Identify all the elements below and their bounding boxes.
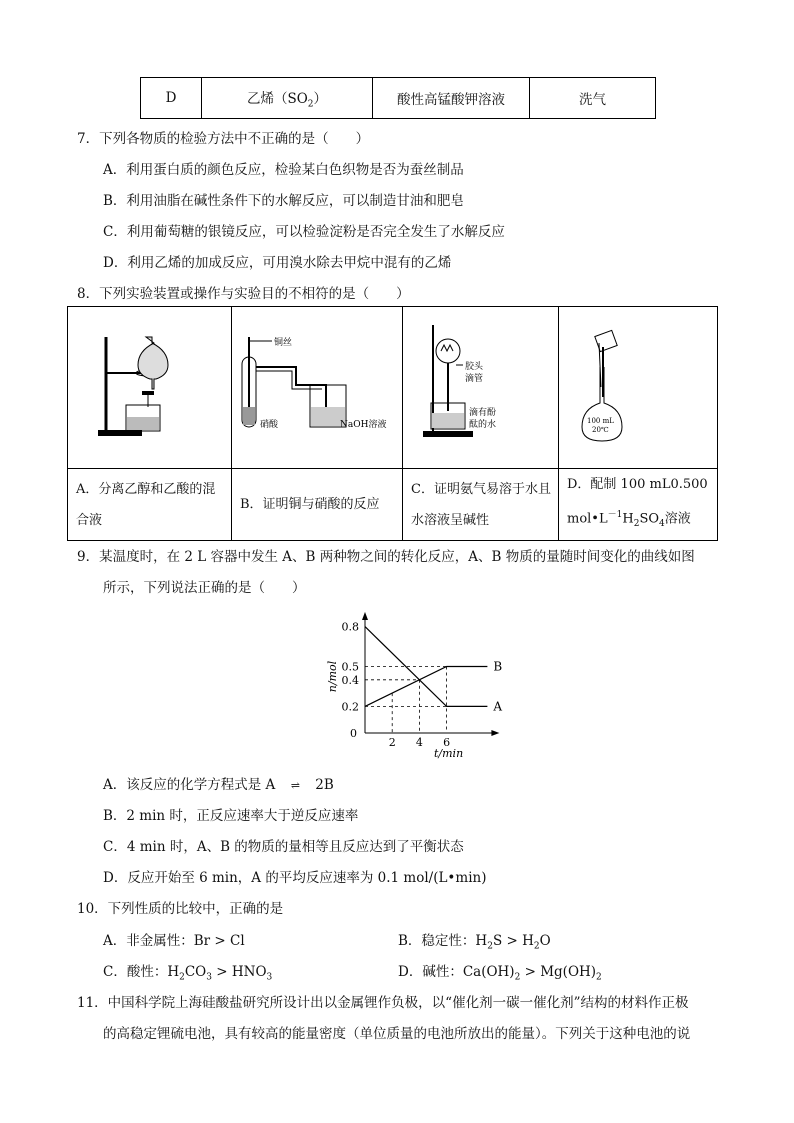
apparatus-d-cell xyxy=(559,307,718,469)
apparatus-b-cell xyxy=(232,307,403,469)
apparatus-c-cell xyxy=(403,307,559,469)
x-tick-label: 2 xyxy=(388,736,396,749)
label-dropper-1: 胶头 xyxy=(465,362,484,372)
substance-cell: 乙烯$(SO_2)$ xyxy=(202,78,373,119)
label-water-1: 滴有酚 xyxy=(469,408,497,418)
label-copper: 铜丝 xyxy=(274,338,293,348)
reagent-cell: 酸性高锰酸钾溶液 xyxy=(373,78,530,119)
q9-stem-line2: 所示，下列说法正确的是（ ） xyxy=(103,580,306,596)
q7-option-b: B．利用油脂在碱性条件下的水解反应，可以制造甘油和肥皂 xyxy=(103,193,464,209)
x-tick-label: 6 xyxy=(443,736,451,749)
series-label-b: B xyxy=(493,659,503,674)
ammonia-fountain-apparatus xyxy=(403,307,558,464)
copper-nitric-apparatus xyxy=(232,307,402,464)
label-dropper-2: 滴管 xyxy=(465,374,484,384)
q10-option-b: B．稳定性：$H_2S > H_2O$ xyxy=(398,933,551,952)
q8-option-d: D．配制 100 mL0.500 $mol•L^{-1}H_2SO_4$溶液 xyxy=(559,469,718,541)
q7-option-a: A．利用蛋白质的颜色反应，检验某白色织物是否为蚕丝制品 xyxy=(103,162,464,178)
label-flask-2: 20℃ xyxy=(592,426,609,434)
q7-stem: 7．下列各物质的检验方法中不正确的是（ ） xyxy=(77,131,370,147)
x-axis-label: t/min xyxy=(434,747,464,760)
q9-option-b: B．2 min 时，正反应速率大于逆反应速率 xyxy=(103,808,359,824)
separatory-funnel-apparatus xyxy=(68,307,231,464)
y-tick-label: 0.2 xyxy=(341,700,359,714)
x-tick-label: 4 xyxy=(415,736,423,749)
label-flask-1: 100 mL xyxy=(587,417,614,425)
q7-option-d: D．利用乙烯的加成反应，可用溴水除去甲烷中混有的乙烯 xyxy=(103,255,452,271)
row-label: D xyxy=(141,78,202,119)
q8-option-c: C．证明氨气易溶于水且水溶液呈碱性 xyxy=(403,469,559,541)
series-label-a: A xyxy=(493,699,503,714)
method-cell: 洗气 xyxy=(530,78,656,119)
y-axis-arrow xyxy=(362,612,368,620)
q11-line1: 11．中国科学院上海硅酸盐研究所设计出以金属锂作负极，以“催化剂一碳一催化剂”结构的材料作正极 xyxy=(77,995,689,1011)
apparatus-a-cell xyxy=(68,307,232,469)
q9-option-c: C．4 min 时，A、B 的物质的量相等且反应达到了平衡状态 xyxy=(103,839,464,855)
q9-stem-line1: 9．某温度时，在 2 L 容器中发生 A、B 两种物之间的转化反应，A、B 物质的量随时间变化的曲线如图 xyxy=(77,549,695,565)
q8-apparatus-table xyxy=(67,306,718,541)
answer-table-row-d xyxy=(140,77,656,119)
label-naoh: NaOH溶液 xyxy=(340,420,387,430)
q10-option-a: A．非金属性：Br > Cl xyxy=(103,933,245,949)
q11-line2: 的高稳定锂硫电池，具有较高的能量密度（单位质量的电池所放出的能量）。下列关于这种电池的说 xyxy=(103,1026,691,1042)
q10-stem: 10．下列性质的比较中，正确的是 xyxy=(77,901,284,917)
q8-option-b: B．证明铜与硝酸的反应 xyxy=(232,469,403,541)
q10-option-d: D．碱性：$Ca(OH)_2 > Mg(OH)_2$ xyxy=(398,964,602,983)
origin-label: 0 xyxy=(350,727,357,740)
q9-option-d: D．反应开始至 6 min，A 的平均反应速率为 0.1 mol/(L•min) xyxy=(103,870,487,886)
y-tick-label: 0.5 xyxy=(341,660,359,674)
y-tick-label: 0.4 xyxy=(341,673,359,687)
label-water-2: 酞的水 xyxy=(469,420,497,430)
q9-chart xyxy=(320,612,510,762)
volumetric-flask-apparatus xyxy=(559,307,717,464)
y-tick-label: 0.8 xyxy=(341,620,359,634)
x-axis-arrow xyxy=(491,730,499,736)
y-axis-label: n/mol xyxy=(326,660,339,693)
q8-option-a: A．分离乙醇和乙酸的混合液 xyxy=(68,469,232,541)
q10-option-c: C．酸性：$H_2CO_3 > HNO_3$ xyxy=(103,964,273,983)
reversible-arrow-icon: ⇌ xyxy=(290,779,300,792)
q8-stem: 8．下列实验装置或操作与实验目的不相符的是（ ） xyxy=(77,286,410,302)
q9-option-a: A．该反应的化学方程式是 A ⇌ 2B xyxy=(103,777,334,793)
label-nitric: 硝酸 xyxy=(260,420,279,430)
q7-option-c: C．利用葡萄糖的银镜反应，可以检验淀粉是否完全发生了水解反应 xyxy=(103,224,505,240)
